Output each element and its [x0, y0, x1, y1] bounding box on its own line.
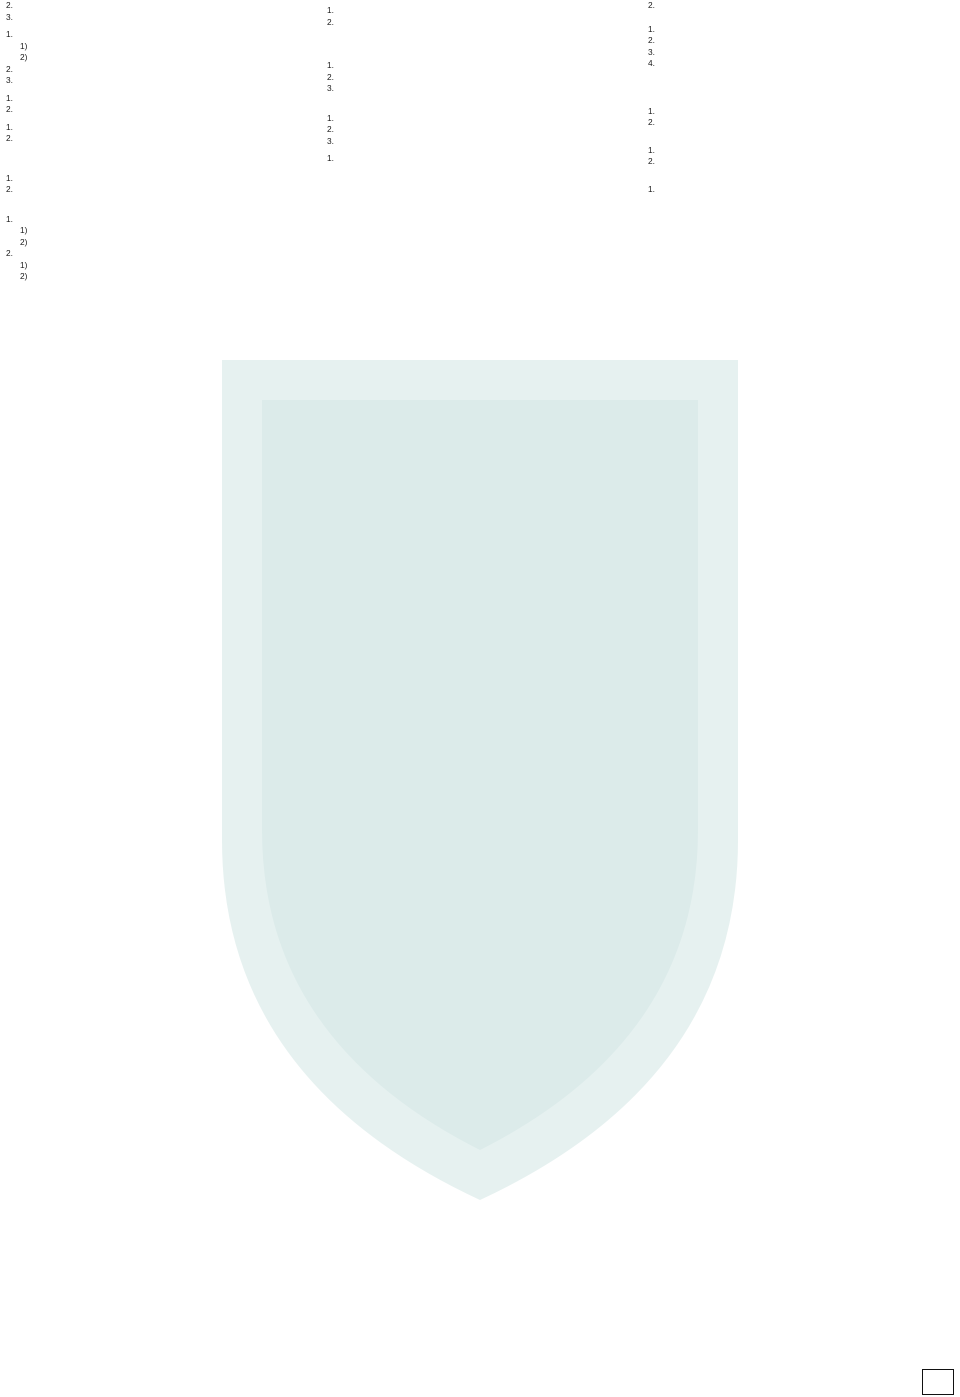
list-item: 1): [20, 259, 28, 270]
paragraph: 1.: [648, 23, 655, 34]
paragraph: 2.: [6, 248, 13, 258]
paragraph: 3.: [648, 46, 655, 57]
list-item: 2): [20, 271, 28, 281]
paragraph: 2.: [648, 0, 655, 10]
paragraph: 1.: [6, 213, 13, 224]
list-item: 1): [20, 40, 28, 51]
paragraph: 3.: [327, 83, 334, 93]
column-middle: [327, 0, 633, 1397]
paragraph: 2.: [6, 104, 13, 114]
list-item: 2): [20, 236, 28, 247]
page-number: [922, 1369, 954, 1395]
paragraph: 1.: [648, 144, 655, 155]
paragraph: 3.: [327, 135, 334, 146]
paragraph: 1.: [327, 5, 334, 15]
paragraph: 2.: [327, 124, 334, 134]
paragraph: 2.: [6, 0, 13, 10]
paragraph: 1.: [6, 172, 13, 183]
paragraph: 2.: [648, 35, 655, 45]
list-item: 1): [20, 225, 28, 235]
paragraph: 2.: [648, 156, 655, 166]
column-left: [6, 0, 312, 1397]
column-right: [648, 0, 954, 1397]
paragraph: 1.: [648, 105, 655, 116]
paragraph: 2.: [648, 117, 655, 127]
paragraph: 1.: [327, 112, 334, 123]
paragraph: 1.: [327, 60, 334, 70]
paragraph: 2.: [327, 71, 334, 82]
paragraph: 1.: [648, 183, 655, 194]
paragraph: 2.: [6, 184, 13, 194]
paragraph: 4.: [648, 58, 655, 68]
paragraph: 3.: [6, 75, 13, 85]
paragraph: 1.: [6, 29, 13, 39]
list-item: 2): [20, 52, 28, 62]
paragraph: 2.: [6, 133, 13, 143]
paragraph: 2.: [6, 63, 13, 74]
paragraph: 1.: [327, 153, 334, 163]
paragraph: 3.: [6, 11, 13, 22]
paragraph: 2.: [327, 16, 334, 27]
paragraph: 1.: [6, 92, 13, 103]
paragraph: 1.: [6, 121, 13, 132]
